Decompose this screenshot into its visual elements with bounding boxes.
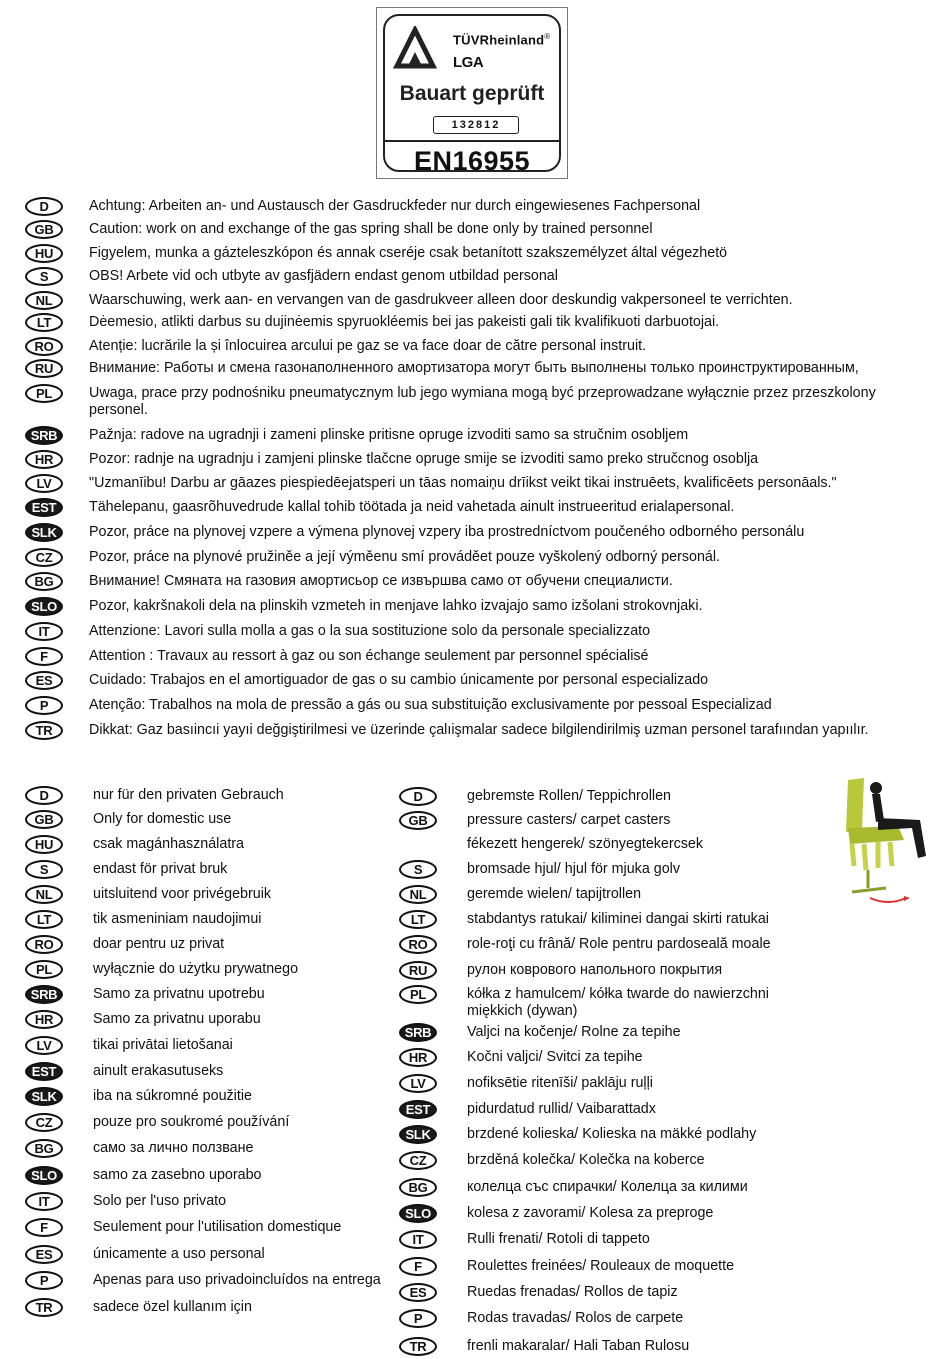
language-badge: RO	[25, 337, 63, 356]
language-badge: HR	[25, 450, 63, 469]
instruction-text: Figyelem, munka a gázteleszkópon és annak cseréje csak betanított szakszemélyzet által végezhetö	[89, 245, 728, 261]
instruction-text: role-roţi cu frână/ Role pentru pardoseală moale	[467, 936, 771, 952]
instruction-text: csak magánhasználatra	[93, 836, 244, 852]
certification-title: Bauart geprüft	[399, 82, 545, 105]
instruction-text: sadece özel kullanım için	[93, 1299, 252, 1315]
language-badge: HR	[399, 1048, 437, 1067]
language-badge: F	[399, 1257, 437, 1276]
language-badge: LT	[25, 910, 63, 929]
language-badge: HU	[25, 835, 63, 854]
language-badge: TR	[25, 721, 63, 740]
language-badge: TR	[25, 1298, 63, 1317]
instruction-text: nofiksētie ritenīši/ paklāju ruļļi	[467, 1075, 653, 1091]
instruction-text: pidurdatud rullid/ Vaibarattadx	[467, 1101, 656, 1117]
instruction-text: колелца със спирачки/ Колелца за килими	[467, 1179, 748, 1195]
language-badge: SLK	[25, 1087, 63, 1106]
office-chair-illustration	[838, 770, 938, 910]
instruction-text: Dikkat: Gaz basıincıi yayıi değgiştirilmesi ve üzerinde çalıişmalar sadece bilgilendirilmiş uzman personel tarafıından yapıılır.	[89, 722, 869, 738]
language-badge: EST	[25, 1062, 63, 1081]
language-badge: LV	[399, 1074, 437, 1093]
language-badge: CZ	[399, 1151, 437, 1170]
instruction-text: Rulli frenati/ Rotoli di tappeto	[467, 1231, 650, 1247]
instruction-text: fékezett hengerek/ szönyegtekercsek	[467, 836, 704, 852]
language-badge: BG	[25, 1139, 63, 1158]
instruction-text: iba na súkromné použitie	[93, 1088, 252, 1104]
instruction-text: Achtung: Arbeiten an- und Austausch der Gasdruckfeder nur durch eingewiesenes Fachpersonal	[89, 198, 701, 214]
instruction-text: Only for domestic use	[93, 811, 232, 827]
language-badge: LT	[399, 910, 437, 929]
instruction-text: Caution: work on and exchange of the gas spring shall be done only by trained personnel	[89, 221, 653, 237]
language-badge: S	[25, 860, 63, 879]
language-badge: ES	[399, 1283, 437, 1302]
instruction-text: Cuidado: Trabajos en el amortiguador de gas o su cambio únicamente por personal especializado	[89, 672, 709, 688]
instruction-text: samo za zasebno uporabo	[93, 1167, 262, 1183]
instruction-text: Samo za privatnu upotrebu	[93, 986, 265, 1002]
instruction-text: kolesa z zavorami/ Kolesa za preproge	[467, 1205, 714, 1221]
certification-frame	[383, 14, 561, 176]
instruction-text: Attention : Travaux au ressort à gaz ou son échange seulement par personnel spécialisé	[89, 648, 649, 664]
instruction-text: Samo za privatnu uporabu	[93, 1011, 261, 1027]
instruction-text: únicamente a uso personal	[93, 1246, 265, 1262]
language-badge: ES	[25, 1245, 63, 1264]
instruction-text: pouze pro soukromé používání	[93, 1114, 290, 1130]
language-badge: SLO	[25, 597, 63, 616]
instruction-text: Solo per l'uso privato	[93, 1193, 227, 1209]
language-badge: SRB	[399, 1023, 437, 1042]
language-badge: D	[25, 197, 63, 216]
language-badge: TR	[399, 1337, 437, 1356]
language-badge: SLK	[399, 1125, 437, 1144]
language-badge: RO	[25, 935, 63, 954]
instruction-text: endast för privat bruk	[93, 861, 228, 877]
language-badge: IT	[25, 1192, 63, 1211]
instruction-text: brzdené kolieska/ Kolieska na mäkké podlahy	[467, 1126, 757, 1142]
language-badge: RU	[399, 961, 437, 980]
language-badge: EST	[25, 498, 63, 517]
language-badge: PL	[399, 985, 437, 1004]
instruction-text: Dėemesio, atlikti darbus su dujinėemis spyruokléemis bei jas pakeisti gali tik kvalifikuoti darbuotojai.	[89, 314, 720, 330]
instruction-text: Tähelepanu, gaasrõhuvedrude kallal tohib töötada ja neid vahetada ainult instrueeritud erialapersonal.	[89, 499, 735, 515]
language-badge: F	[25, 1218, 63, 1237]
language-badge: SLK	[25, 523, 63, 542]
instruction-text: ainult erakasutuseks	[93, 1063, 224, 1079]
language-badge: F	[25, 647, 63, 666]
language-badge: NL	[25, 885, 63, 904]
language-badge: GB	[399, 811, 437, 830]
instruction-text: tik asmeniniam naudojimui	[93, 911, 262, 927]
instruction-text: Внимание! Смяната на газовия амортисьор се извършва само от обучени специалисти.	[89, 573, 673, 589]
instruction-text: Внимание: Работы и смена газонаполненного амортизатора могут быть выполнены только проинструктированным,	[89, 360, 859, 376]
instruction-text: brzděná kolečka/ Kolečka na koberce	[467, 1152, 705, 1168]
certification-label	[376, 7, 568, 179]
language-badge: LV	[25, 474, 63, 493]
certification-brand: TÜVRheinland®	[453, 32, 551, 48]
instruction-text: doar pentru uz privat	[93, 936, 225, 952]
instruction-text: Attenzione: Lavori sulla molla a gas o la sua sostituzione solo da personale specializzato	[89, 623, 651, 639]
instruction-text: Roulettes freinées/ Rouleaux de moquette	[467, 1258, 735, 1274]
language-badge: P	[25, 696, 63, 715]
instruction-text: Rodas travadas/ Rolos de carpete	[467, 1310, 684, 1326]
language-badge: SLO	[25, 1166, 63, 1185]
language-badge: LT	[25, 313, 63, 332]
language-badge: ES	[25, 671, 63, 690]
instruction-text: geremde wielen/ tapijtrollen	[467, 886, 642, 902]
language-badge: NL	[25, 291, 63, 310]
instruction-text: OBS! Arbete vid och utbyte av gasfjädern endast genom utbildad personal	[89, 268, 558, 284]
instruction-text: pressure casters/ carpet casters	[467, 812, 671, 828]
instruction-text: Seulement pour l'utilisation domestique	[93, 1219, 342, 1235]
instruction-text: uitsluitend voor privégebruik	[93, 886, 272, 902]
instruction-text: само за лично ползване	[93, 1140, 254, 1156]
language-badge: RO	[399, 935, 437, 954]
language-badge: RU	[25, 359, 63, 378]
instruction-text: Pozor, práce na plynové pružiněe a její výměenu smí prováděet pouze vyškolený odborný personál.	[89, 549, 721, 565]
instruction-text: nur für den privaten Gebrauch	[93, 787, 284, 803]
instruction-text: Atenção: Trabalhos na mola de pressão a gás ou sua substituição exclusivamente por pessoal Especializad	[89, 697, 772, 713]
language-badge: NL	[399, 885, 437, 904]
instruction-text: Pozor, práce na plynovej vzpere a výmena plynovej vzpery iba prostredníctvom poučeného odborného personálu	[89, 524, 805, 540]
tuv-triangle-logo-icon	[393, 26, 437, 70]
instruction-text: Pozor, kakršnakoli dela na plinskih vzmeteh in menjave lahko izvajajo samo izšolani strokovnjaki.	[89, 598, 703, 614]
instruction-text: рулон коврового напольного покрытия	[467, 962, 723, 978]
instruction-text: bromsade hjul/ hjul för mjuka golv	[467, 861, 680, 877]
instruction-text: Valjci na kočenje/ Rolne za tepihe	[467, 1024, 681, 1040]
language-badge: SLO	[399, 1204, 437, 1223]
instruction-text: "Uzmanīibu! Darbu ar gāazes piespiedēejatsperi un tāas nomaiņu drīikst veikt tikai instruēets, kvalificēets personāals."	[89, 475, 837, 491]
language-badge: BG	[25, 572, 63, 591]
language-badge: HU	[25, 244, 63, 263]
language-badge: LV	[25, 1036, 63, 1055]
instruction-text: Waarschuwing, werk aan- en vervangen van de gasdrukveer alleen door deskundig vakpersoneel te verrichten.	[89, 292, 793, 308]
language-badge: PL	[25, 960, 63, 979]
language-badge: GB	[25, 220, 63, 239]
instruction-text: Atenție: lucrările la și înlocuirea arcului pe gaz se va face doar de către personal instruit.	[89, 338, 647, 354]
language-badge: CZ	[25, 548, 63, 567]
language-badge: SRB	[25, 985, 63, 1004]
language-badge: PL	[25, 384, 63, 403]
instruction-text: Apenas para uso privadoincluídos na entrega	[93, 1272, 381, 1288]
language-badge: IT	[25, 622, 63, 641]
language-badge: S	[25, 267, 63, 286]
language-badge: GB	[25, 810, 63, 829]
language-badge: CZ	[25, 1113, 63, 1132]
language-badge: HR	[25, 1010, 63, 1029]
instruction-text: Uwaga, prace przy podnośniku pneumatycznym lub jego wymiana mogą być przeprowadzane wyłącznie przez przeszkolony personel.	[89, 385, 876, 418]
instruction-text: Pažnja: radove na ugradnji i zameni plinske pritisne opruge izvoditi samo sa stručnim osobljem	[89, 427, 689, 443]
certification-norm: EN16955	[413, 146, 531, 176]
language-badge: P	[399, 1309, 437, 1328]
instruction-text: frenli makaralar/ Hali Taban Rulosu	[467, 1338, 690, 1354]
certification-divider	[383, 140, 561, 142]
language-badge: D	[399, 787, 437, 806]
language-badge: S	[399, 860, 437, 879]
instruction-text: Pozor: radnje na ugradnju i zamjeni plinske tlačcne opruge smije se izvoditi samo preko stručcnog osoblja	[89, 451, 759, 467]
instruction-text: tikai privātai lietošanai	[93, 1037, 233, 1053]
instruction-text: wyłącznie do użytku prywatnego	[93, 961, 299, 977]
instruction-text: Kočni valjci/ Svitci za tepihe	[467, 1049, 643, 1065]
instruction-text: stabdantys ratukai/ kiliminei dangai skirti ratukai	[467, 911, 769, 927]
language-badge: D	[25, 786, 63, 805]
language-badge: BG	[399, 1178, 437, 1197]
language-badge: P	[25, 1271, 63, 1290]
language-badge: SRB	[25, 426, 63, 445]
instruction-text: gebremste Rollen/ Teppichrollen	[467, 788, 671, 804]
instruction-text: Ruedas frenadas/ Rollos de tapiz	[467, 1284, 678, 1300]
language-badge: EST	[399, 1100, 437, 1119]
certification-lga: LGA	[453, 54, 484, 71]
instruction-text: kółka z hamulcem/ kółka twarde do nawierzchni miękkich (dywan)	[467, 986, 769, 1019]
certification-number: 132812	[433, 116, 519, 134]
language-badge: IT	[399, 1230, 437, 1249]
